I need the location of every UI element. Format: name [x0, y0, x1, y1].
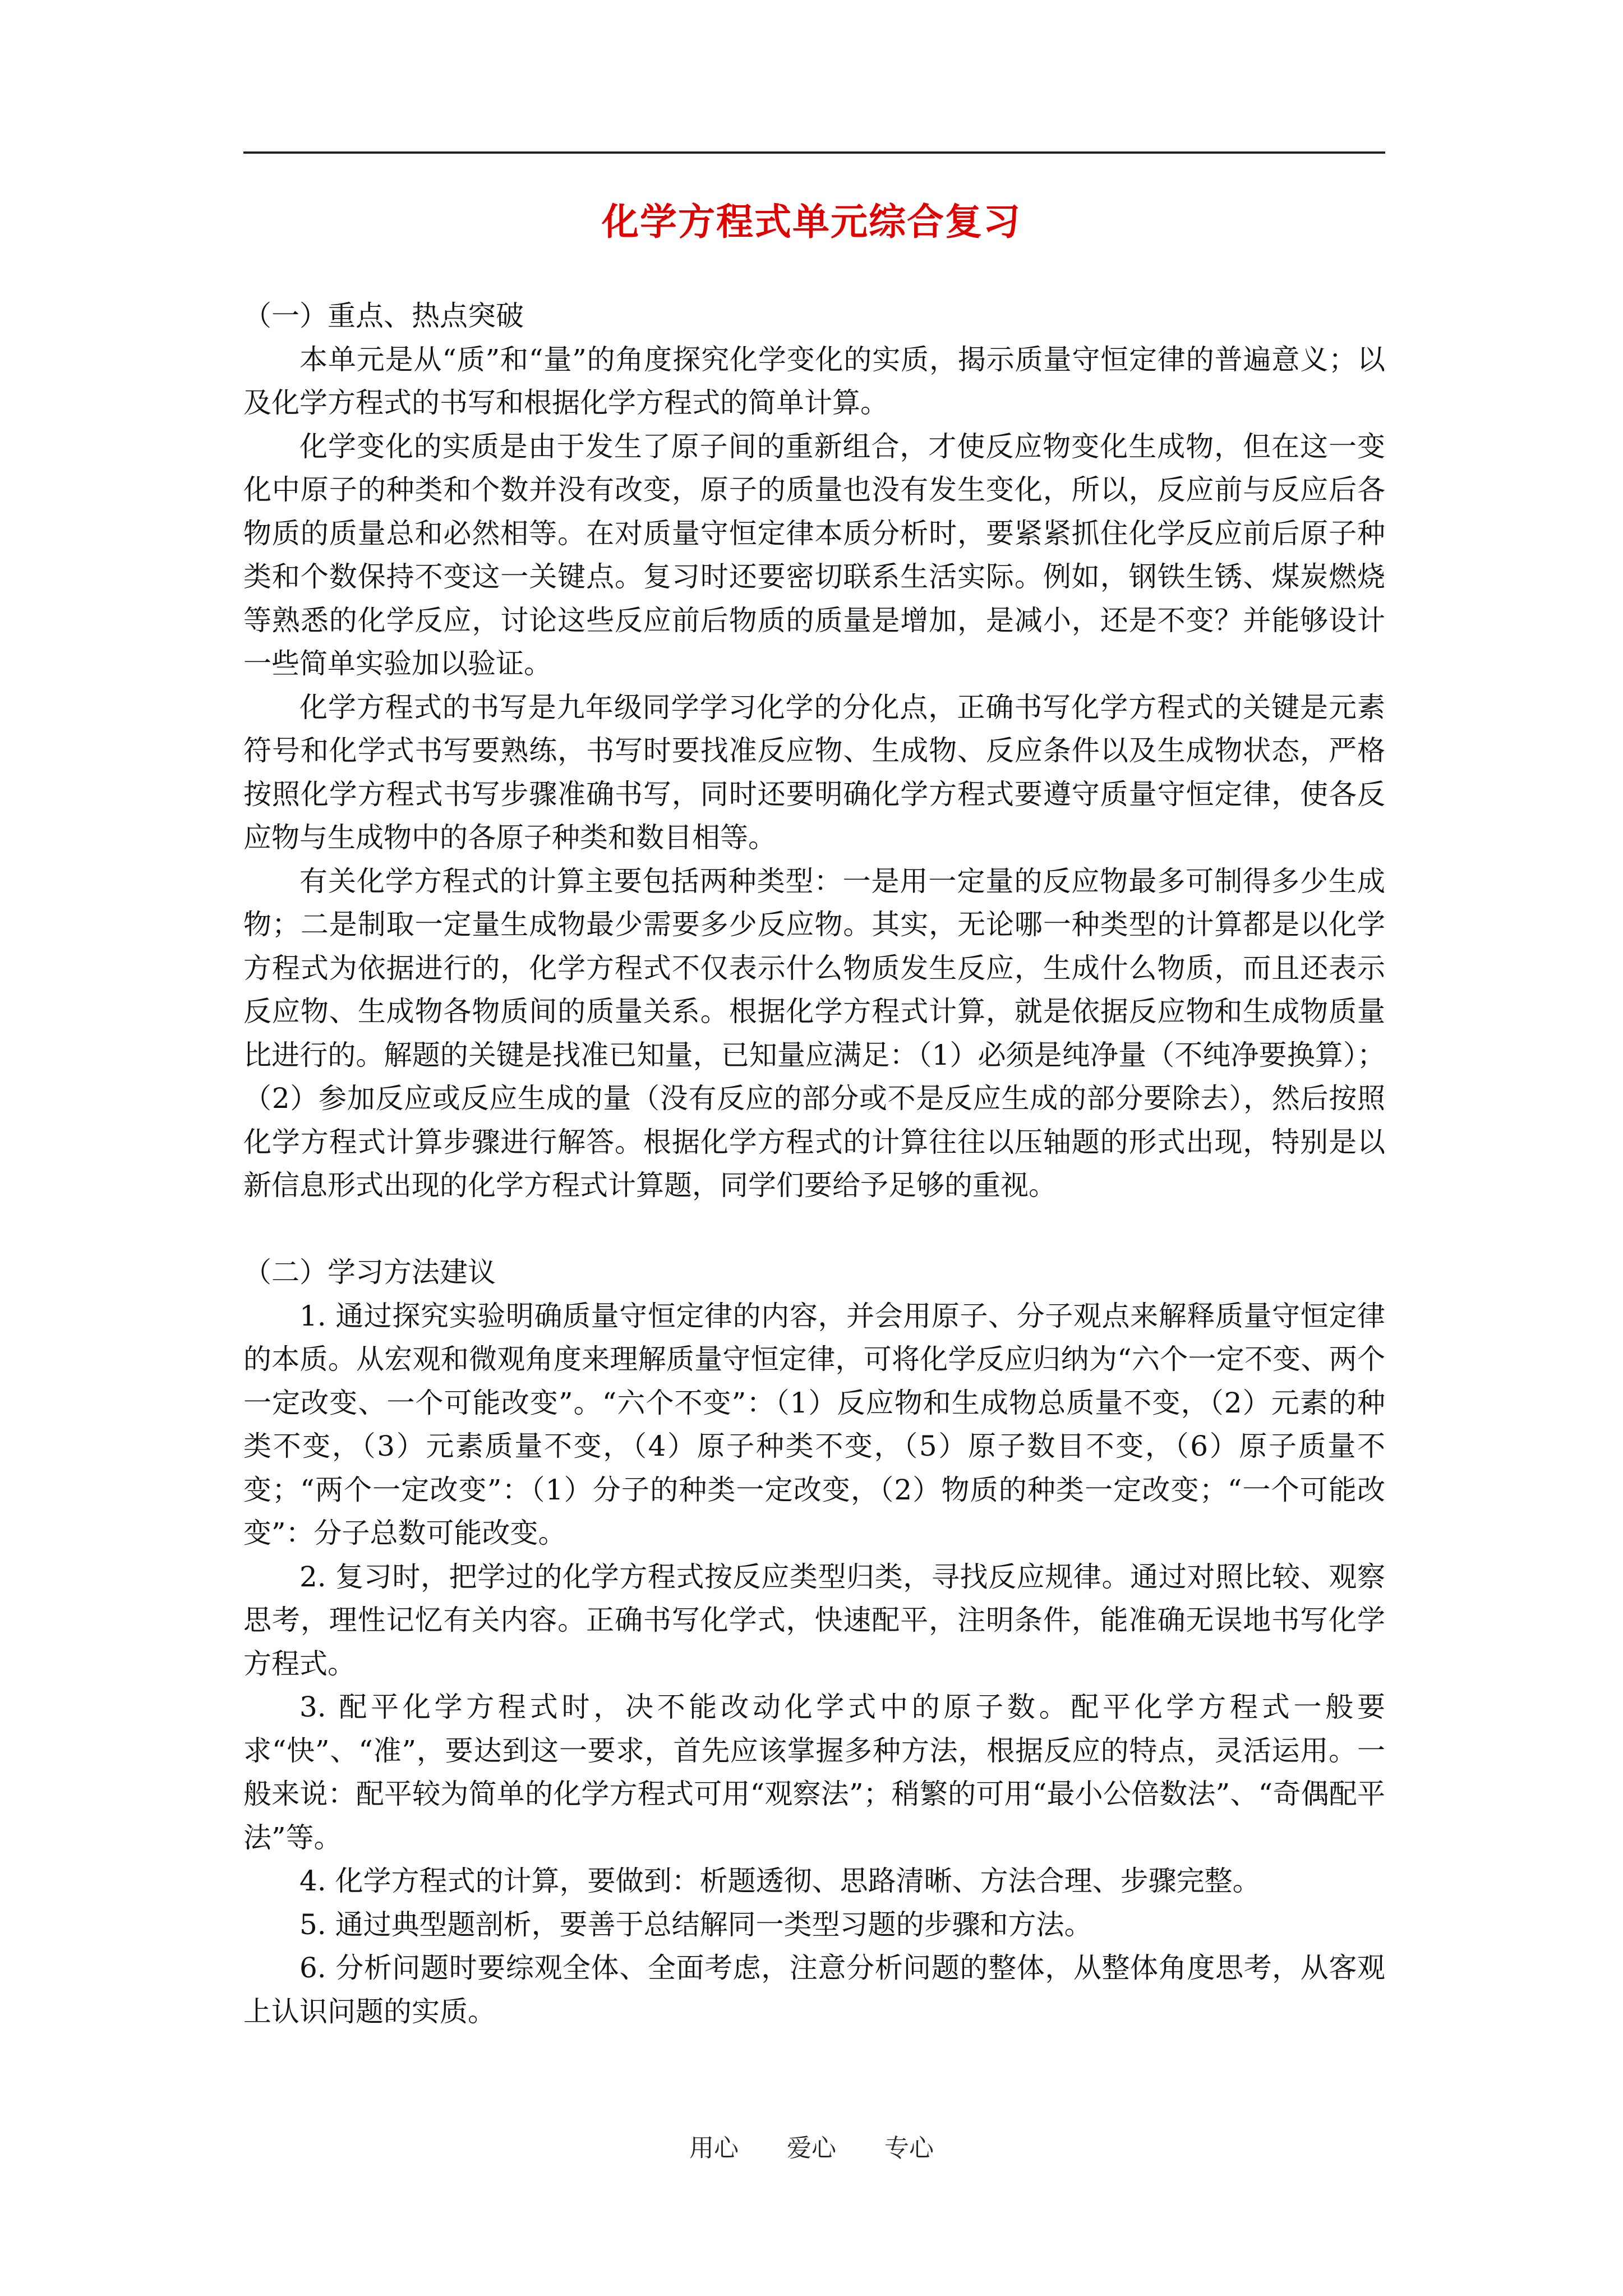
section-heading-2: （二）学习方法建议	[243, 1256, 496, 1289]
section-spacer	[243, 1208, 1385, 1251]
page-title: 化学方程式单元综合复习	[602, 200, 1021, 243]
section1-paragraph-1: 本单元是从“质”和“量”的角度探究化学变化的实质，揭示质量守恒定律的普遍意义；以及化学方程式的书写和根据化学方程式的简单计算。	[243, 343, 1385, 419]
section2-paragraph-6: 6. 分析问题时要综观全体、全面考虑，注意分析问题的整体，从整体角度思考，从客观上认识问题的实质。	[243, 1952, 1385, 2028]
footer-text-2: 爱心	[787, 2134, 836, 2162]
section-heading-1: （一）重点、热点突破	[243, 300, 524, 332]
footer-text-3: 专心	[884, 2134, 934, 2162]
document-body	[243, 295, 1385, 2033]
header-rule	[243, 151, 1385, 154]
footer-text-1: 用心	[689, 2134, 739, 2162]
section2-paragraph-5: 5. 通过典型题剖析，要善于总结解同一类型习题的步骤和方法。	[299, 1908, 1092, 1941]
section2-paragraph-1: 1. 通过探究实验明确质量守恒定律的内容，并会用原子、分子观点来解释质量守恒定律的本质。从宏观和微观角度来理解质量守恒定律，可将化学反应归纳为“六个一定不变、两个一定改变、一个可能改变”。“六个不变”：（1）反应物和生成物总质量不变，（2）元素的种类不变，（3）元素质量不变，（4）原子种类不变，（5）原子数目不变，（6）原子质量不变；“两个一定改变”：（1）分子的种类一定改变，（2）物质的种类一定改变；“一个可能改变”：分子总数可能改变。	[243, 1299, 1385, 1549]
section1-paragraph-4: 有关化学方程式的计算主要包括两种类型：一是用一定量的反应物最多可制得多少生成物；二是制取一定量生成物最少需要多少反应物。其实，无论哪一种类型的计算都是以化学方程式为依据进行的，化学方程式不仅表示什么物质发生反应，生成什么物质，而且还表示反应物、生成物各物质间的质量关系。根据化学方程式计算，就是依据反应物和生成物质量比进行的。解题的关键是找准已知量，已知量应满足：（1）必须是纯净量（不纯净要换算）；（2）参加反应或反应生成的量（没有反应的部分或不是反应生成的部分要除去），然后按照化学方程式计算步骤进行解答。根据化学方程式的计算往往以压轴题的形式出现，特别是以新信息形式出现的化学方程式计算题，同学们要给予足够的重视。	[243, 864, 1385, 1202]
section2-paragraph-2: 2. 复习时，把学过的化学方程式按反应类型归类，寻找反应规律。通过对照比较、观察思考，理性记忆有关内容。正确书写化学式，快速配平，注明条件，能准确无误地书写化学方程式。	[243, 1560, 1385, 1680]
section2-paragraph-4: 4. 化学方程式的计算，要做到：析题透彻、思路清晰、方法合理、步骤完整。	[299, 1865, 1261, 1897]
section1-paragraph-3: 化学方程式的书写是九年级同学学习化学的分化点，正确书写化学方程式的关键是元素符号和化学式书写要熟练，书写时要找准反应物、生成物、反应条件以及生成物状态，严格按照化学方程式书写步骤准确书写，同时还要明确化学方程式要遵守质量守恒定律，使各反应物与生成物中的各原子种类和数目相等。	[243, 691, 1385, 854]
section1-paragraph-2: 化学变化的实质是由于发生了原子间的重新组合，才使反应物变化生成物，但在这一变化中原子的种类和个数并没有改变，原子的质量也没有发生变化，所以，反应前与反应后各物质的质量总和必然相等。在对质量守恒定律本质分析时，要紧紧抓住化学反应前后原子种类和个数保持不变这一关键点。复习时还要密切联系生活实际。例如，钢铁生锈、煤炭燃烧等熟悉的化学反应，讨论这些反应前后物质的质量是增加，是减小，还是不变？并能够设计一些简单实验加以验证。	[243, 430, 1385, 680]
page-footer	[0, 2132, 1623, 2165]
section2-paragraph-3: 3. 配平化学方程式时，决不能改动化学式中的原子数。配平化学方程式一般要求“快”、“准”，要达到这一要求，首先应该掌握多种方法，根据反应的特点，灵活运用。一般来说：配平较为简单的化学方程式可用“观察法”；稍繁的可用“最小公倍数法”、“奇偶配平法”等。	[243, 1691, 1385, 1854]
